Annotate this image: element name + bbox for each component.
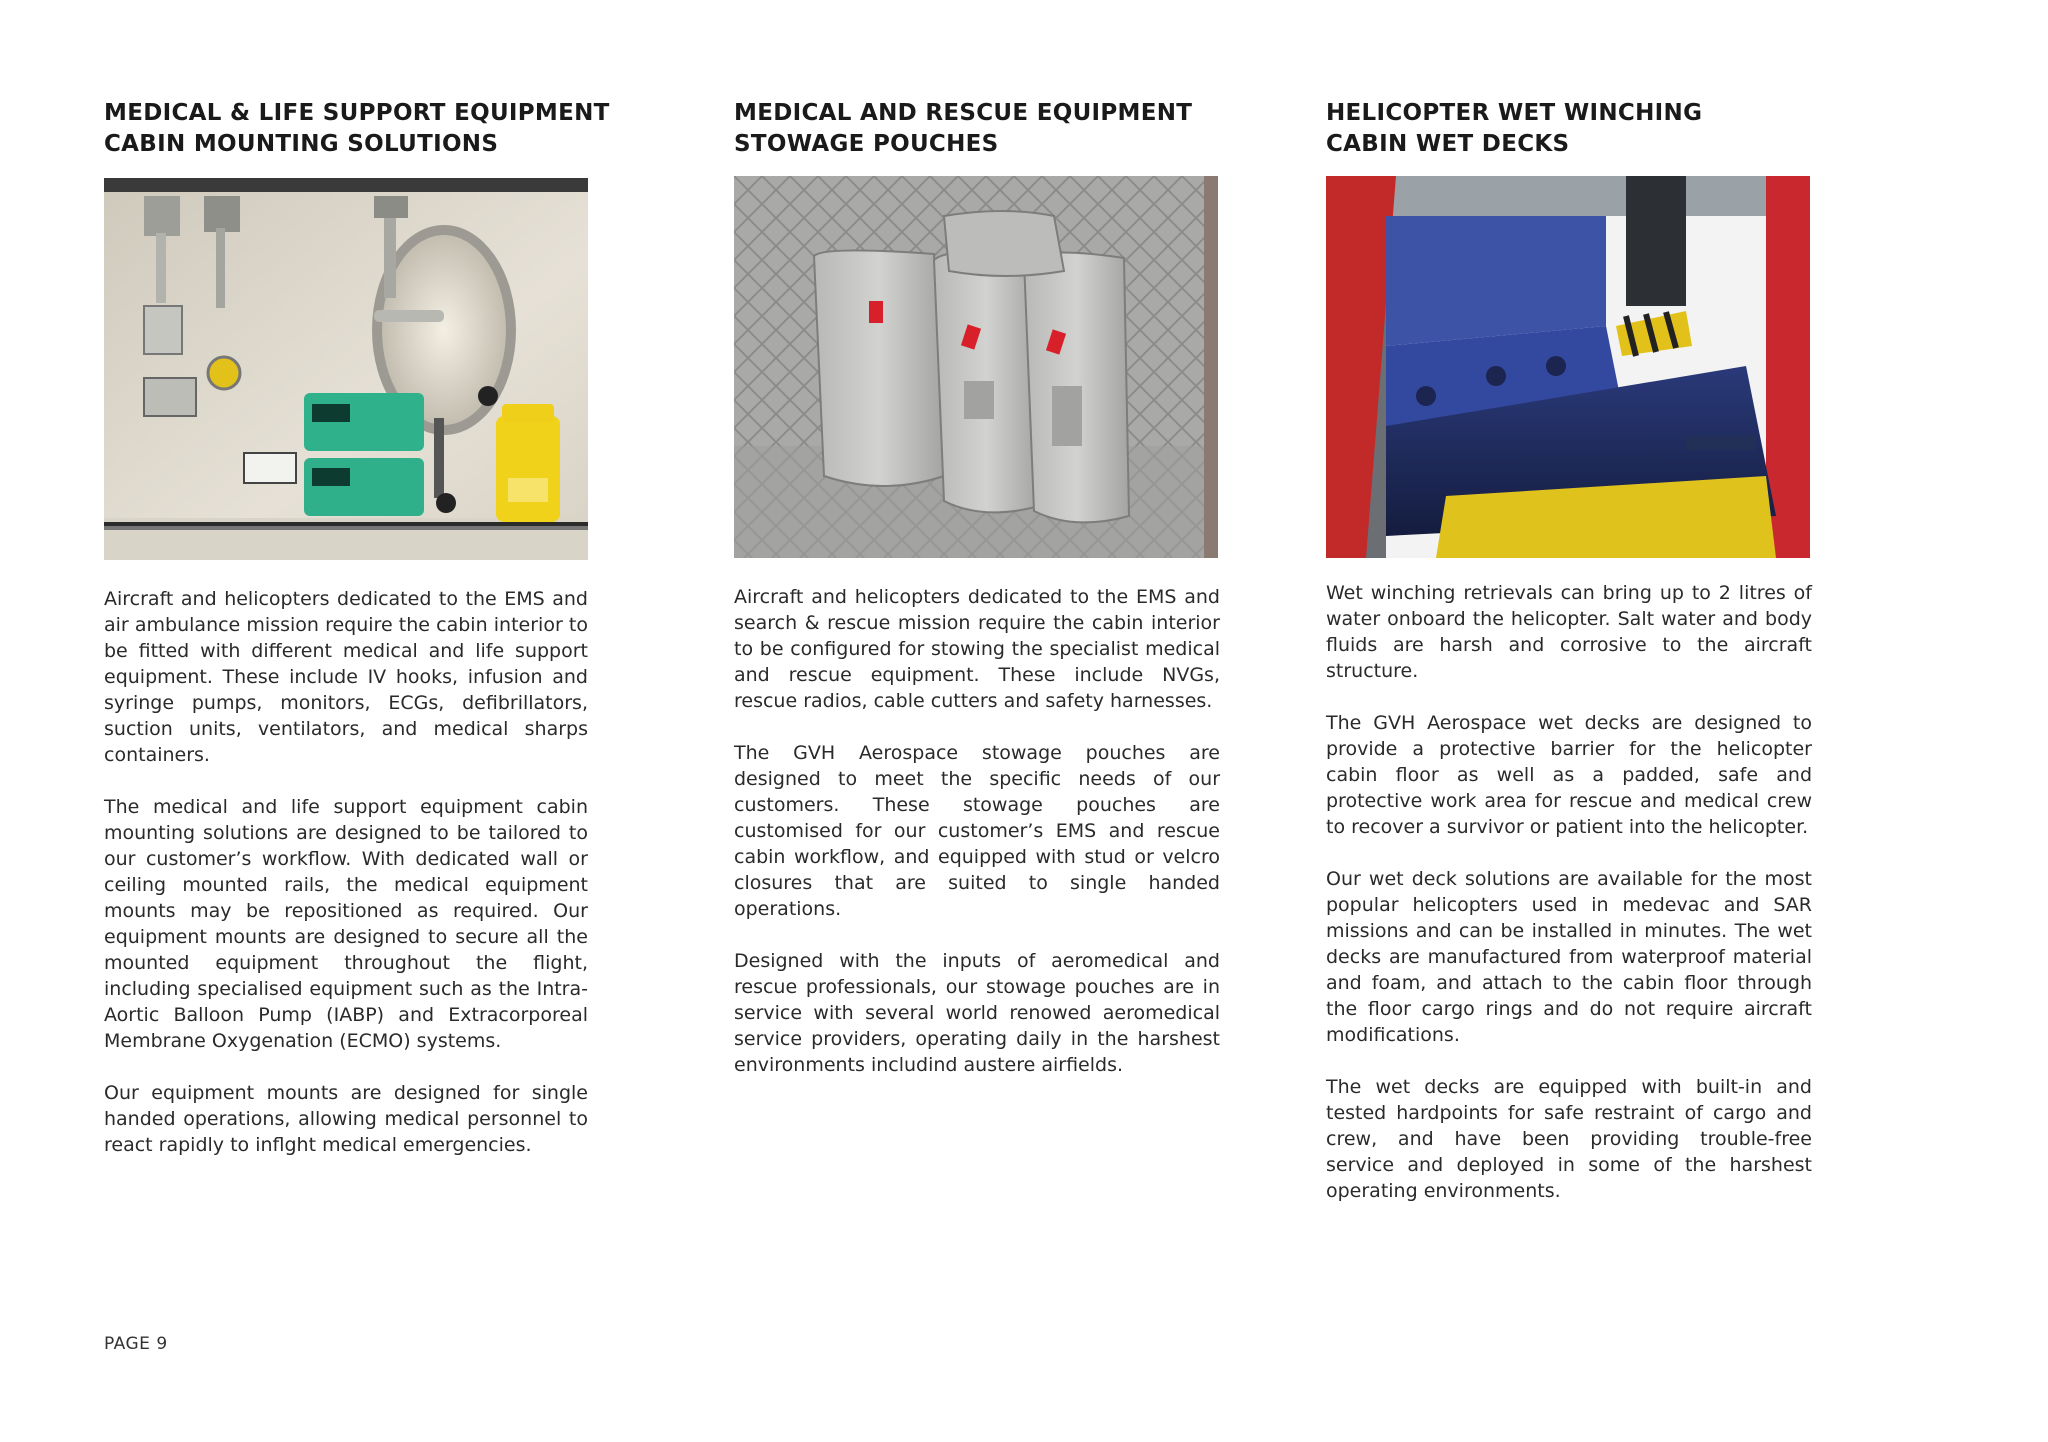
paragraph: Our wet deck solutions are available for the most popular helicopters used in medevac and SAR missions and can be installed in minutes. The wet decks are manufactured from waterproof material and foam, and attach to the cabin floor through the floor cargo rings and do not require aircraft modifications. bbox=[1326, 868, 1812, 1046]
heading-line-1: MEDICAL & LIFE SUPPORT EQUIPMENT bbox=[104, 100, 610, 126]
page-number: PAGE 9 bbox=[104, 1334, 168, 1354]
paragraph: Wet winching retrievals can bring up to 2 litres of water onboard the helicopter. Salt water and body fluids are harsh and corrosive to the aircraft structure. bbox=[1326, 582, 1812, 682]
heading-line-2: CABIN WET DECKS bbox=[1326, 131, 1570, 157]
stowage-pouches-image bbox=[734, 176, 1218, 558]
heading-line-1: MEDICAL AND RESCUE EQUIPMENT bbox=[734, 100, 1193, 126]
section-body bbox=[104, 586, 588, 1184]
paragraph: The GVH Aerospace wet decks are designed to provide a protective barrier for the helicopter cabin floor as well as a padded, safe and protective work area for rescue and medical crew to recover a survivor or patient into the helicopter. bbox=[1326, 712, 1812, 838]
wet-deck-image bbox=[1326, 176, 1810, 558]
paragraph: The GVH Aerospace stowage pouches are designed to meet the specific needs of our customers. These stowage pouches are customised for our customer’s EMS and rescue cabin workflow, and equipped with stud or velcro closures that are suited to single handed operations. bbox=[734, 742, 1220, 920]
photo-wet-decks bbox=[1326, 176, 1810, 558]
paragraph: The medical and life support equipment cabin mounting solutions are designed to be tailored to our customer’s workflow. With dedicated wall or ceiling mounted rails, the medical equipment mounts may be repositioned as required. Our equipment mounts are designed to secure all the mounted equipment throughout the flight, including specialised equipment such as the Intra-Aortic Balloon Pump (IABP) and Extracorporeal Membrane Oxygenation (ECMO) systems. bbox=[104, 796, 588, 1052]
paragraph: Designed with the inputs of aeromedical and rescue professionals, our stowage pouches are in service with several world renowed aeromedical service providers, operating daily in the harshest environments includind austere airfields. bbox=[734, 950, 1220, 1076]
heading-line-1: HELICOPTER WET WINCHING bbox=[1326, 100, 1703, 126]
paragraph: Aircraft and helicopters dedicated to the EMS and air ambulance mission require the cabin interior to be fitted with different medical and life support equipment. These include IV hooks, infusion and syringe pumps, monitors, ECGs, defibrillators, suction units, ventilators, and medical sharps containers. bbox=[104, 588, 588, 766]
medical-equipment-mounts-image bbox=[104, 178, 588, 560]
photo-medical-equipment-mounts bbox=[104, 178, 588, 560]
heading-line-2: CABIN MOUNTING SOLUTIONS bbox=[104, 131, 499, 157]
paragraph: Our equipment mounts are designed for single handed operations, allowing medical personnel to react rapidly to inflght medical emergencies. bbox=[104, 1082, 588, 1156]
photo-stowage-pouches bbox=[734, 176, 1218, 558]
section-body bbox=[734, 584, 1220, 1104]
section-heading bbox=[104, 98, 624, 160]
section-heading bbox=[734, 98, 1254, 160]
heading-line-2: STOWAGE POUCHES bbox=[734, 131, 999, 157]
section-body bbox=[1326, 580, 1812, 1230]
section-heading bbox=[1326, 98, 1846, 160]
paragraph: The wet decks are equipped with built-in and tested hardpoints for safe restraint of cargo and crew, and have been providing trouble-free service and deployed in some of the harshest operating environments. bbox=[1326, 1076, 1812, 1202]
paragraph: Aircraft and helicopters dedicated to the EMS and search & rescue mission require the cabin interior to be configured for stowing the specialist medical and rescue equipment. These include NVGs, rescue radios, cable cutters and safety harnesses. bbox=[734, 586, 1220, 712]
